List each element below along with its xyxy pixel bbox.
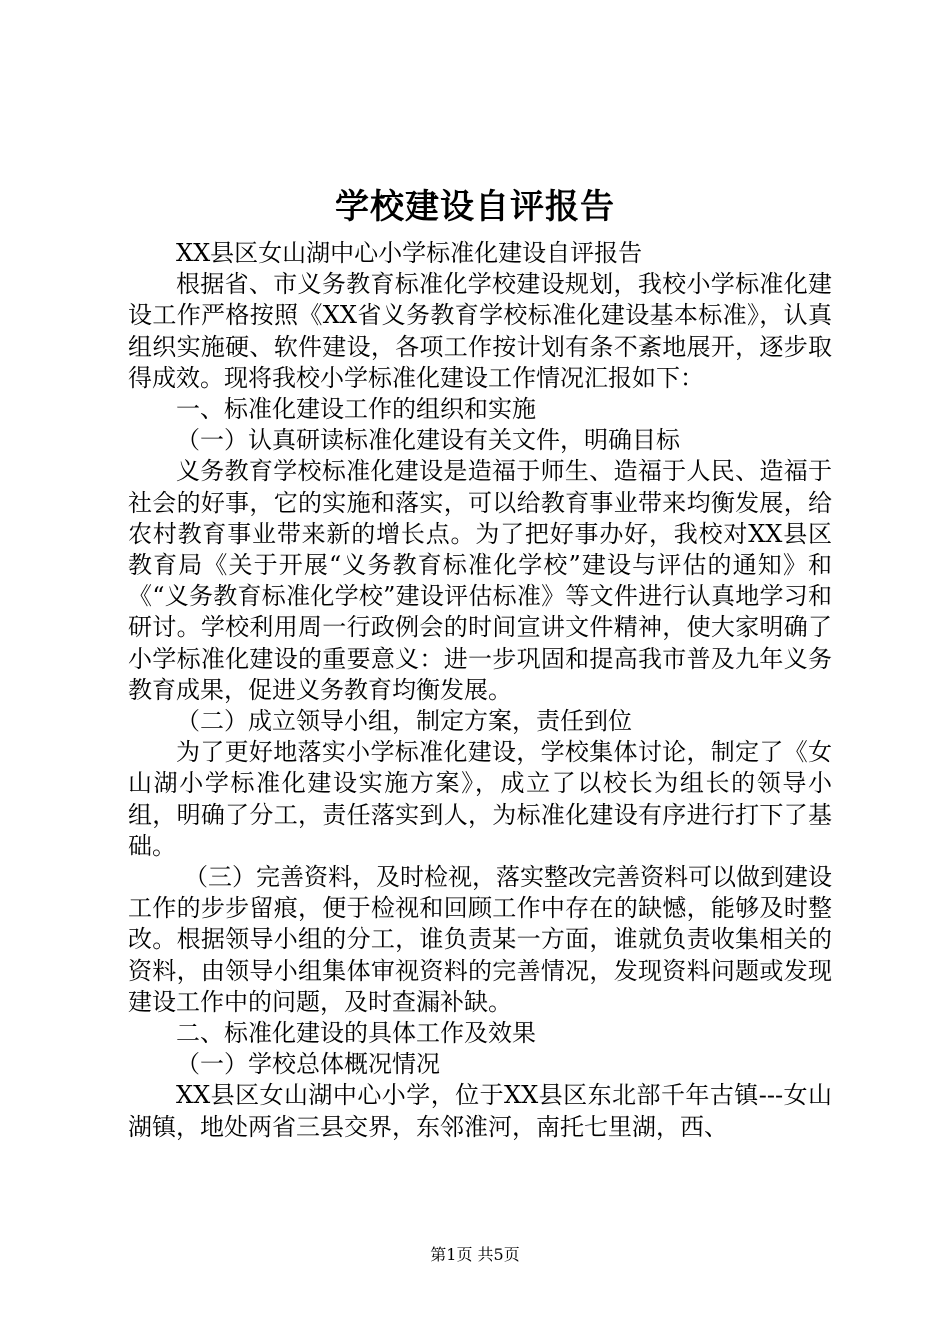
subsection-heading-2-1: （一）学校总体概况情况 [176, 1050, 440, 1079]
body-paragraph: 义务教育学校标准化建设是造福于师生、造福于人民、造福于社会的好事，它的实施和落实，可以给教育事业带来均衡发展，给农村教育事业带来新的增长点。为了把好事办好，我校对XX县区教育局《关于开展“义务教育标准化学校”建设与评估的通知》和《“义务教育标准化学校”建设评估标准》等文件进行认真地学习和研讨。学校利用周一行政例会的时间宣讲文件精神，使大家明确了小学标准化建设的重要意义：进一步巩固和提高我市普及九年义务教育成果，促进义务教育均衡发展。 [128, 457, 832, 704]
body-paragraph: 为了更好地落实小学标准化建设，学校集体讨论，制定了《女山湖小学标准化建设实施方案》，成立了以校长为组长的领导小组，明确了分工，责任落实到人，为标准化建设有序进行打下了基础。 [128, 738, 832, 860]
section-heading-1: 一、标准化建设工作的组织和实施 [176, 395, 536, 424]
document-body [128, 238, 832, 1143]
section-heading-2: 二、标准化建设的具体工作及效果 [176, 1019, 536, 1048]
subtitle-paragraph: XX县区女山湖中心小学标准化建设自评报告 [176, 239, 643, 267]
subsection-heading-1-1: （一）认真研读标准化建设有关文件，明确目标 [176, 426, 680, 455]
subsection-paragraph-1-3: （三）完善资料，及时检视，落实整改完善资料可以做到建设工作的步步留痕，便于检视和回顾工作中存在的缺憾，能够及时整改。根据领导小组的分工，谁负责某一方面，谁就负责收集相关的资料，由领导小组集体审视资料的完善情况，发现资料问题或发现建设工作中的问题，及时查漏补缺。 [128, 863, 832, 1016]
subsection-heading-1-2: （二）成立领导小组，制定方案，责任到位 [176, 707, 632, 736]
body-paragraph: XX县区女山湖中心小学，位于XX县区东北部千年古镇---女山湖镇，地处两省三县交界，东邻淮河，南托七里湖，西、 [128, 1081, 832, 1141]
page-footer: 第1页 共5页 [430, 1245, 520, 1264]
intro-paragraph: 根据省、市义务教育标准化学校建设规划，我校小学标准化建设工作严格按照《XX省义务教育学校标准化建设基本标准》，认真组织实施硬、软件建设，各项工作按计划有条不紊地展开，逐步取得成效。现将我校小学标准化建设工作情况汇报如下： [128, 270, 832, 392]
document-title: 学校建设自评报告 [335, 187, 615, 227]
